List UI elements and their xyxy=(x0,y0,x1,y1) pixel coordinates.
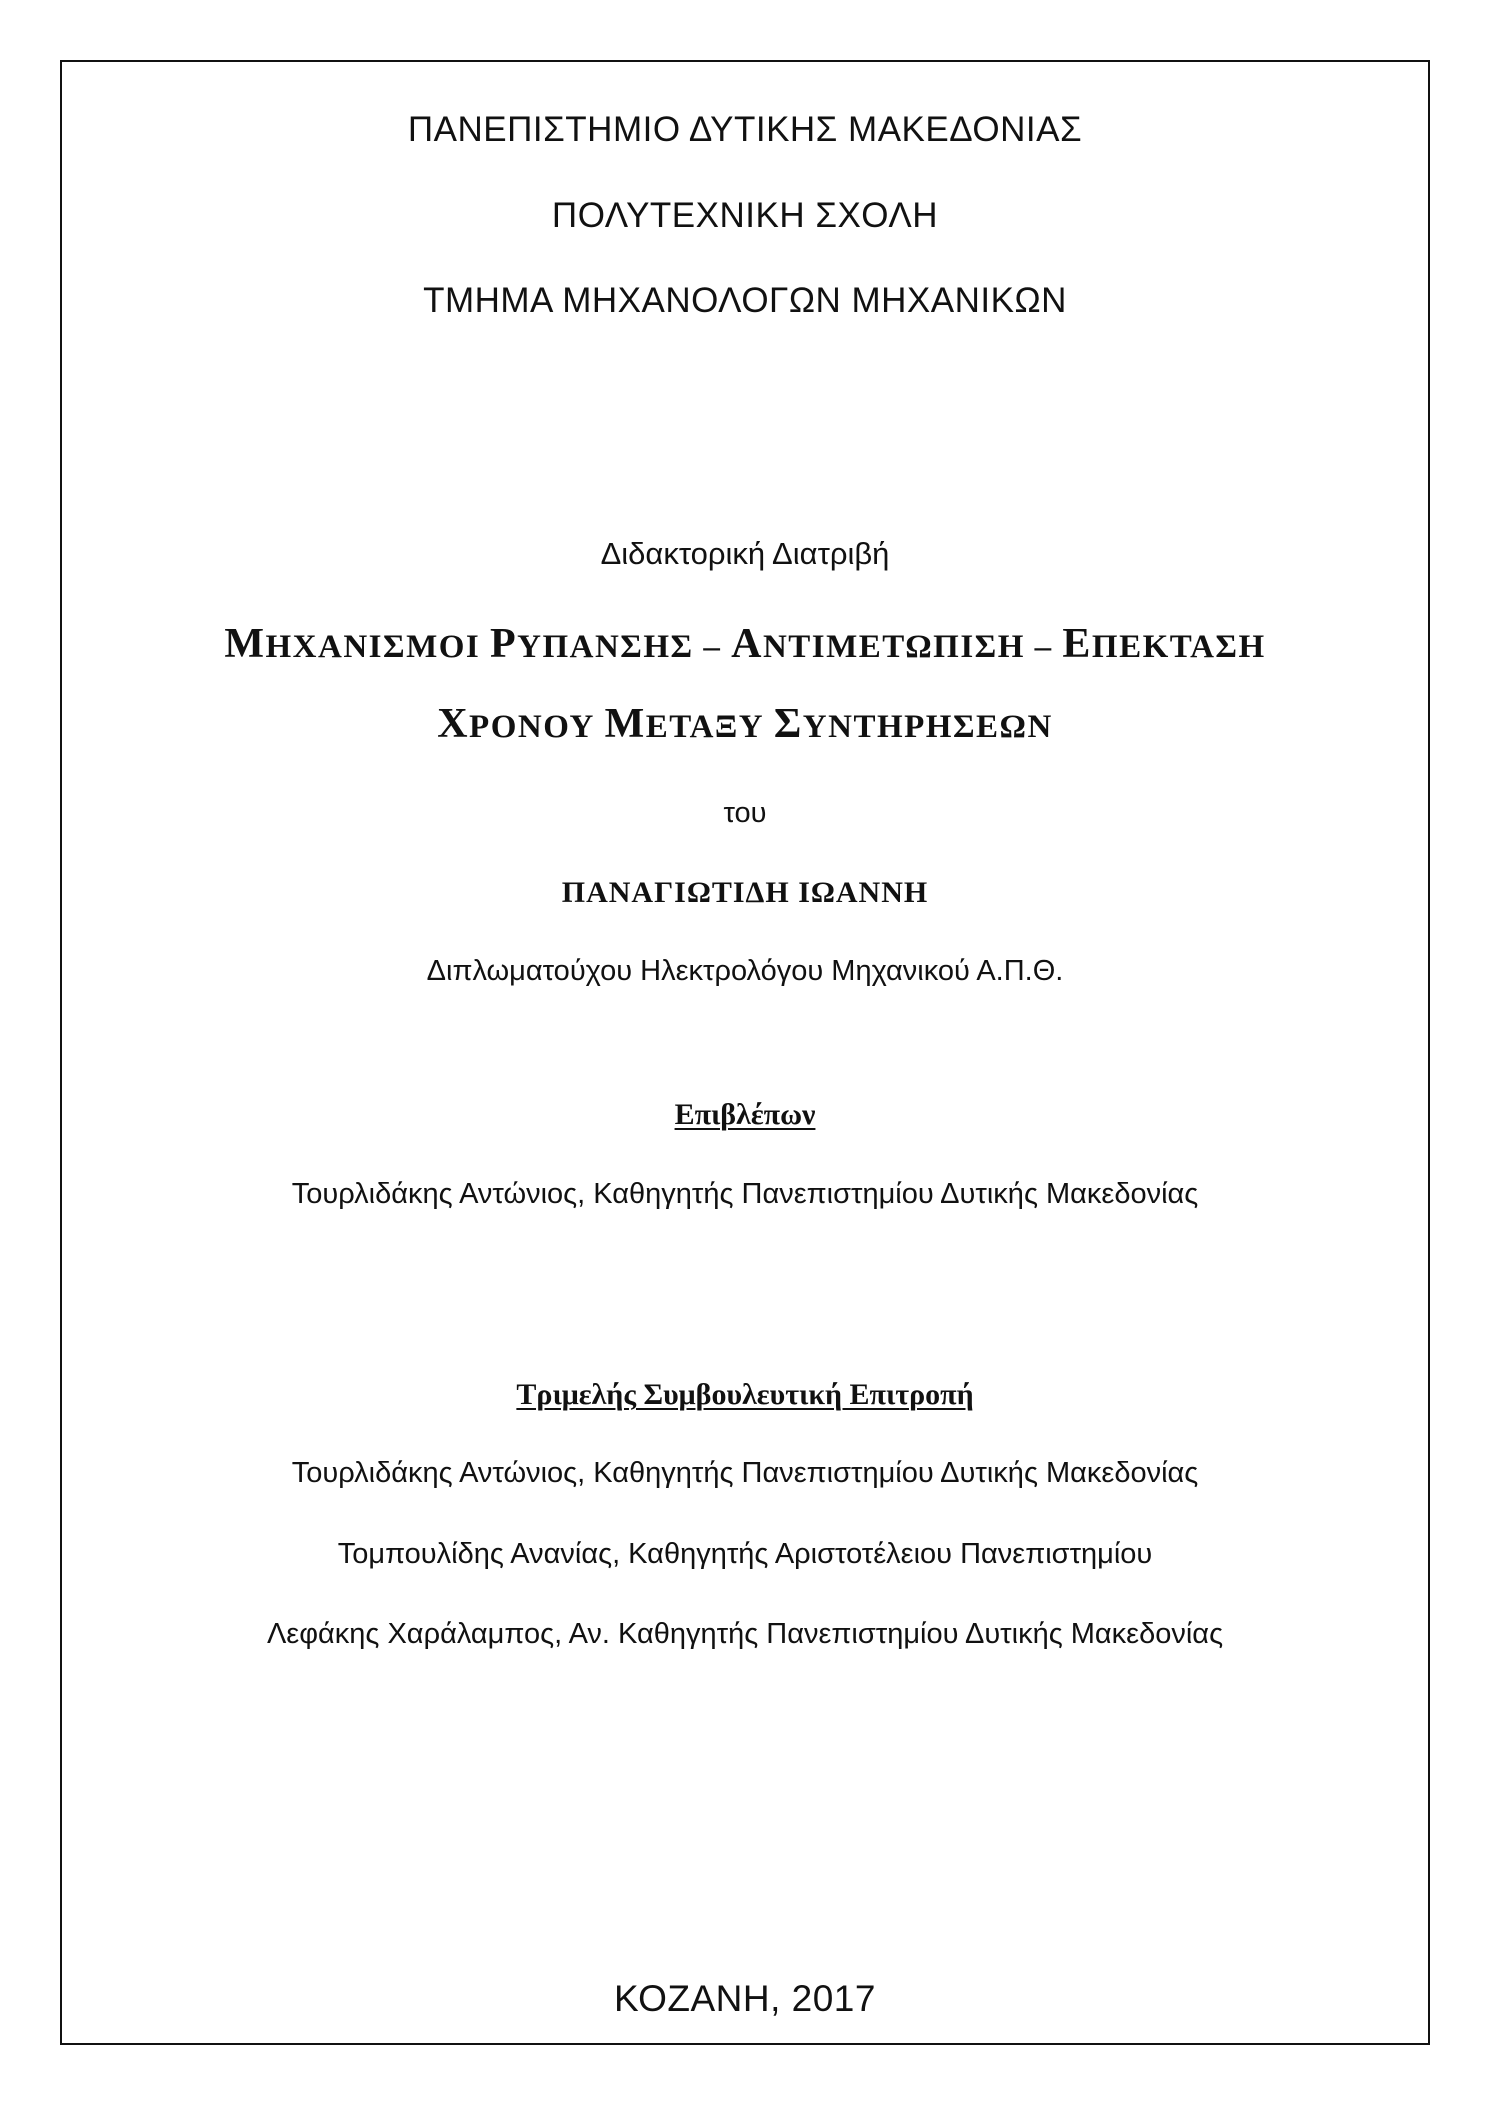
document-type: Διδακτορική Διατριβή xyxy=(600,536,890,571)
page-border xyxy=(60,60,1430,2045)
thesis-title-line-2 xyxy=(60,703,1430,745)
committee-member: Λεφάκης Χαράλαμπος, Αν. Καθηγητής Πανεπιστημίου Δυτικής Μακεδονίας xyxy=(266,1618,1224,1650)
supervisor-heading: Επιβλέπων xyxy=(674,1098,816,1131)
school-name: ΠΟΛΥΤΕΧΝΙΚΗ ΣΧΟΛΗ xyxy=(551,196,939,235)
by-label: του xyxy=(723,797,767,829)
author-name: ΠΑΝΑΓΙΩΤΙΔΗ ΙΩΑΝΝΗ xyxy=(561,876,929,909)
title-word: ΧΡΟΝΟΥ xyxy=(437,701,605,747)
place-and-year: ΚΟΖΑΝΗ, 2017 xyxy=(614,1978,876,2019)
department-name: ΤΜΗΜΑ ΜΗΧΑΝΟΛΟΓΩΝ ΜΗΧΑΝΙΚΩΝ xyxy=(423,281,1067,320)
committee-member: Τομπουλίδης Ανανίας, Καθηγητής Αριστοτέλειου Πανεπιστημίου xyxy=(337,1538,1153,1570)
title-word: ΑΝΤΙΜΕΤΩΠΙΣΗ – xyxy=(731,621,1063,667)
thesis-title-line-1 xyxy=(60,623,1430,665)
author-credentials: Διπλωματούχου Ηλεκτρολόγου Μηχανικού Α.Π.Θ. xyxy=(426,955,1064,987)
committee-heading: Τριμελής Συμβουλευτική Επιτροπή xyxy=(516,1378,974,1411)
title-word: ΡΥΠΑΝΣΗΣ – xyxy=(489,621,732,667)
title-word: ΜΕΤΑΞΥ xyxy=(604,701,774,747)
title-word: ΕΠΕΚΤΑΣΗ xyxy=(1062,621,1266,667)
university-name: ΠΑΝΕΠΙΣΤΗΜΙΟ ΔΥΤΙΚΗΣ ΜΑΚΕΔΟΝΙΑΣ xyxy=(407,110,1083,149)
title-word: ΣΥΝΤΗΡΗΣΕΩΝ xyxy=(773,701,1053,747)
committee-member: Τουρλιδάκης Αντώνιος, Καθηγητής Πανεπιστημίου Δυτικής Μακεδονίας xyxy=(291,1457,1199,1489)
title-word: ΜΗΧΑΝΙΣΜΟΙ xyxy=(224,621,490,667)
supervisor-name: Τουρλιδάκης Αντώνιος, Καθηγητής Πανεπιστημίου Δυτικής Μακεδονίας xyxy=(291,1178,1199,1210)
